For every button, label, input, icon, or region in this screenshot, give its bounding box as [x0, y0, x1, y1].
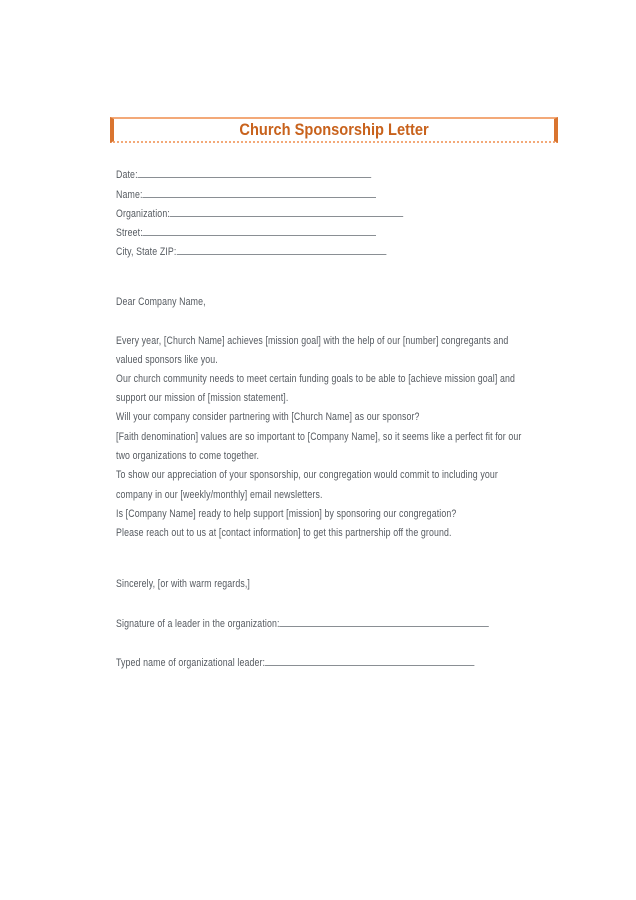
field-date [116, 168, 371, 182]
name-blank-line[interactable] [143, 188, 377, 198]
body-line: Every year, [Church Name] achieves [mission goal] with the help of our [number] congregants and [116, 335, 509, 347]
body-line: To show our appreciation of your sponsorship, our congregation would commit to including your [116, 469, 498, 481]
body-line: two organizations to come together. [116, 450, 260, 462]
field-label-name: Name: [116, 189, 143, 201]
signature-label: Signature of a leader in the organization: [116, 618, 280, 630]
typed-name-label: Typed name of organizational leader: [116, 657, 266, 669]
date-blank-line[interactable] [138, 168, 372, 178]
field-street [116, 226, 376, 240]
body-line: Please reach out to us at [contact information] to get this partnership off the ground. [116, 527, 452, 539]
body-line: Is [Company Name] ready to help support [mission] by sponsoring our congregation? [116, 508, 457, 520]
city-state-zip-blank-line[interactable] [176, 245, 386, 255]
street-blank-line[interactable] [143, 226, 377, 236]
field-label-date: Date: [116, 169, 138, 181]
body-line: Our church community needs to meet certain funding goals to be able to [achieve mission goal] and [116, 373, 516, 385]
signature-blank-line[interactable] [280, 617, 490, 627]
title-banner [110, 117, 558, 143]
body-line: [Faith denomination] values are so important to [Company Name], so it seems like a perfect fit for our [116, 431, 522, 443]
organization-blank-line[interactable] [170, 207, 404, 217]
signature-field [116, 617, 489, 631]
typed-name-field [116, 656, 475, 670]
salutation: Dear Company Name, [116, 296, 206, 308]
field-city-state-zip [116, 245, 386, 259]
field-label-organization: Organization: [116, 208, 170, 220]
field-name [116, 188, 376, 202]
field-label-city-state-zip: City, State ZIP: [116, 246, 177, 258]
body-line: valued sponsors like you. [116, 354, 218, 366]
typed-name-blank-line[interactable] [265, 656, 475, 666]
field-label-street: Street: [116, 227, 143, 239]
document-title: Church Sponsorship Letter [239, 120, 429, 139]
body-line: Will your company consider partnering with [Church Name] as our sponsor? [116, 411, 420, 423]
field-organization [116, 207, 404, 221]
body-line: support our mission of [mission statement]. [116, 392, 289, 404]
body-line: company in our [weekly/monthly] email newsletters. [116, 489, 323, 501]
closing: Sincerely, [or with warm regards,] [116, 578, 251, 590]
